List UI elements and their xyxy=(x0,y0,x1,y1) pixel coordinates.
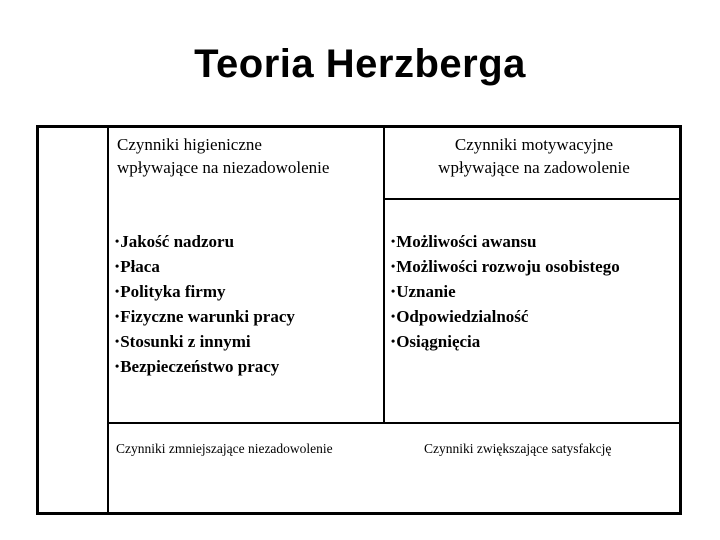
bullet-icon: • xyxy=(391,334,396,348)
list-item: •Stosunki z innymi xyxy=(115,332,251,351)
bullet-icon: • xyxy=(115,234,120,248)
list-item: •Możliwości rozwoju osobistego xyxy=(391,257,620,276)
motivation-factors-list xyxy=(391,229,620,354)
list-item: •Osiągnięcia xyxy=(391,332,481,351)
list-item: •Uznanie xyxy=(391,282,456,301)
hygiene-factors-header xyxy=(117,133,379,179)
list-item: •Odpowiedzialność xyxy=(391,307,529,326)
left-column-divider xyxy=(107,125,109,515)
bullet-icon: • xyxy=(391,234,396,248)
bullet-icon: • xyxy=(115,309,120,323)
bullet-icon: • xyxy=(391,259,396,273)
header-divider xyxy=(383,198,682,200)
motivation-header-line2: wpływające na zadowolenie xyxy=(438,158,630,177)
bullet-icon: • xyxy=(391,309,396,323)
motivation-footer: Czynniki zwiększające satysfakcję xyxy=(424,441,612,456)
footer-divider xyxy=(107,422,682,424)
hygiene-header-line1: Czynniki higieniczne xyxy=(117,135,262,154)
bullet-icon: • xyxy=(115,359,120,373)
motivation-factors-header xyxy=(386,133,682,179)
list-item: •Płaca xyxy=(115,257,160,276)
hygiene-footer: Czynniki zmniejszające niezadowolenie xyxy=(116,441,333,456)
bullet-icon: • xyxy=(115,259,120,273)
slide-title: Teoria Herzberga xyxy=(194,42,526,86)
center-column-divider xyxy=(383,125,385,423)
list-item: •Jakość nadzoru xyxy=(115,232,235,251)
bullet-icon: • xyxy=(115,334,120,348)
motivation-header-line1: Czynniki motywacyjne xyxy=(454,135,614,154)
hygiene-factors-list xyxy=(115,229,295,379)
bullet-icon: • xyxy=(115,284,120,298)
hygiene-header-line2: wpływające na niezadowolenie xyxy=(117,158,330,177)
bullet-icon: • xyxy=(391,284,396,298)
list-item: •Możliwości awansu xyxy=(391,232,537,251)
list-item: •Polityka firmy xyxy=(115,282,226,301)
list-item: •Bezpieczeństwo pracy xyxy=(115,357,280,376)
list-item: •Fizyczne warunki pracy xyxy=(115,307,295,326)
